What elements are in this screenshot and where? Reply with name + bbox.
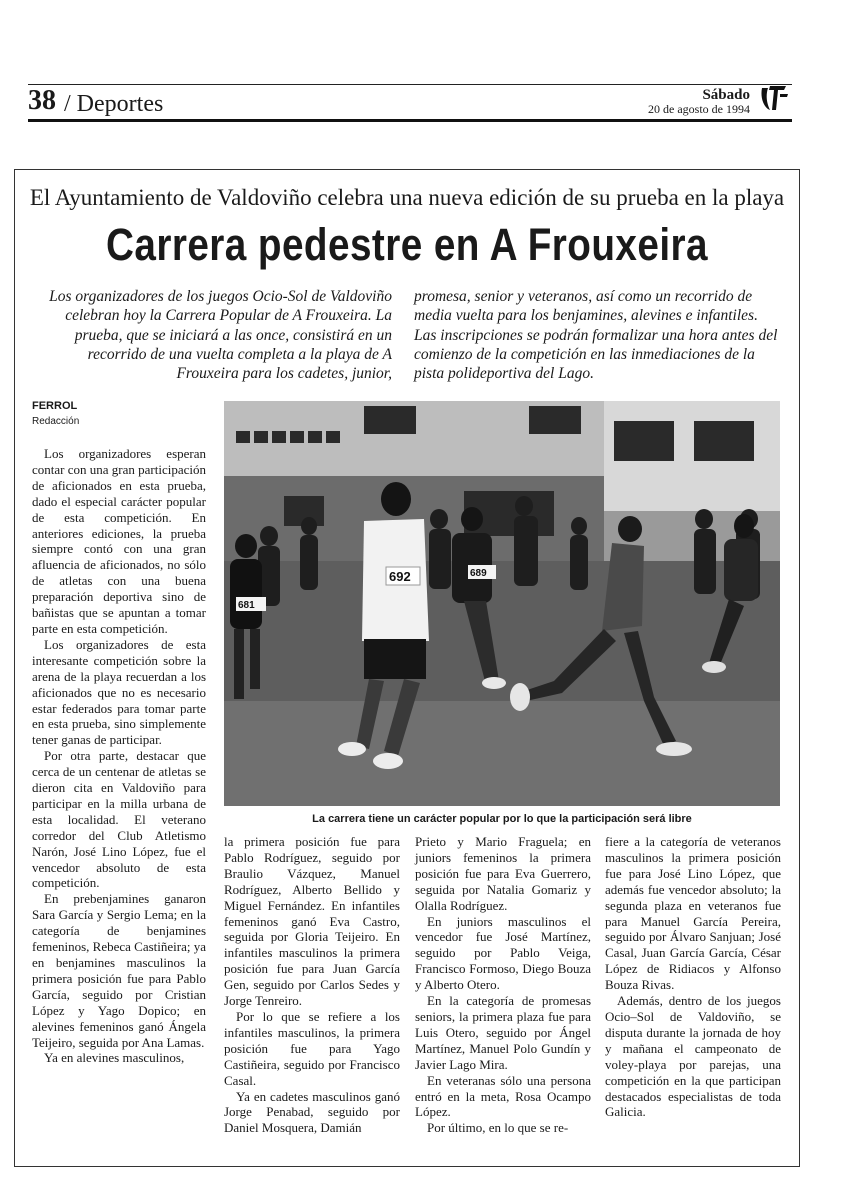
page-number: 38 [28,85,56,116]
paragraph: En la categoría de promesas seniors, la primera plaza fue para Luis Otero, seguido por Ángel Martínez, Manuel Polo Gundín y Javier Lago Mira. [415,993,591,1072]
newspaper-logo [756,80,792,116]
bib-number: 692 [389,569,411,584]
race-photo-image [224,401,780,806]
article-column-1 [32,446,206,1066]
paragraph: Ya en cadetes masculinos ganó Jorge Penabad, seguido por Daniel Mosquera, Damián [224,1088,400,1136]
section-name: / Deportes [64,91,164,117]
paragraph: Por lo que se refiere a los infantiles masculinos, la primera posición fue para Yago Castiñeira, seguido por Francisco Casal. [224,1008,400,1088]
paragraph: En veteranas sólo una persona entró en la meta, Rosa Ocampo López. [415,1072,591,1120]
paragraph: Prieto y Mario Fraguela; en juniors femeninos la primera posición fue para Eva Guerrero, seguida por Natalia Gomariz y Olalla Rodríguez. [415,834,591,913]
byline-role: Redacción [32,416,80,427]
publication-day: Sábado [702,87,750,103]
bib-number: 681 [238,600,255,611]
article-column-4 [605,834,781,1120]
paragraph: Los organizadores de esta interesante competición sobre la arena de la playa recuerdan a los aficionados que no es necesario estar federados para tomar parte en esta prueba, sino simplemente tener ganas de participar. [32,636,206,748]
masthead-bottom-rule [28,119,792,122]
article-column-3 [415,834,591,1136]
paragraph: Por otra parte, destacar que cerca de un centenar de atletas se dieron cita en Valdoviño para participar en la milla urbana de esta localidad. El veterano corredor del Club Atletismo Narón, José Lino López, fue el vencedor absoluto de esta competición. [32,748,206,891]
article-lead-left: Los organizadores de los juegos Ocio-Sol de Valdoviño celebran hoy la Carrera Popular de A Frouxeira. La prueba, que se iniciará a las once, consistirá en un recorrido de una vuelta completa a la playa de A Frouxeira para los cadetes, junior, [49,288,392,383]
byline-city: FERROL [32,400,78,412]
article-lead-right: promesa, senior y veteranos, así como un recorrido de media vuelta para los benjamines, alevines e infantiles. Las inscripciones se podrán formalizar una hora antes del comienzo de la competición en las inmediaciones de la pista polideportiva del Lago. [414,288,778,383]
race-photo [224,401,780,806]
bib-number: 689 [470,568,487,579]
paragraph: Por último, en lo que se re- [427,1120,569,1136]
photo-caption: La carrera tiene un carácter popular por lo que la participación será libre [312,813,692,825]
publication-date: 20 de agosto de 1994 [648,102,750,116]
paragraph: fiere a la categoría de veteranos masculinos la primera posición fue para José Lino López, que además fue vencedor absoluto; la segunda plaza en veteranos fue para Manuel García Pereira, seguido por Álvaro Sanjuan; José Casal, Juan García García, César López de Ridiacos y Alfonso Bouza Rivas. [605,834,781,993]
masthead-top-rule [28,84,792,85]
paragraph: Los organizadores esperan contar con una gran participación de aficionados en esta prueba, dado el especial carácter popular de esta competición. En anteriores ediciones, la prueba siempre contó con una gran afluencia de aficionados, no sólo de atletas con una buena preparación deportiva sino de bañistas que se apuntan a tomar parte en esta competición. [32,446,206,636]
paragraph: la primera posición fue para Pablo Rodríguez, seguido por Braulio Vázquez, Manuel Rodríguez, Alberto Bellido y Miguel Fernández. En infantiles femeninos ganó Eva Castro, seguida por Gloria Teijeiro. En infantiles masculinos la primera posición fue para Juan García Gen, seguido por Carlos Sedes y Jorge Tenreiro. [224,834,400,1009]
article-headline: Carrera pedestre en A Frouxeira [106,219,708,270]
paragraph: En prebenjamines ganaron Sara García y Sergio Lema; en la categoría de benjamines femeninos, Rebeca Castiñeira; ya en benjamines masculinos la primera posición fue para Pablo García, seguido por Cristian López y Yago Dopico; en alevines femeninos ganó Ángela Teijeiro, seguida por Ana Lamas. [32,891,206,1050]
article-column-2 [224,834,400,1136]
article-kicker: El Ayuntamiento de Valdoviño celebra una nueva edición de su prueba en la playa [29,185,785,210]
paragraph: Ya en alevines masculinos, [44,1050,185,1066]
paragraph: En juniors masculinos el vencedor fue José Martínez, seguido por Pablo Veiga, Francisco Formoso, Diego Bouza y Alberto Otero. [415,913,591,993]
paragraph: Además, dentro de los juegos Ocio–Sol de Valdoviño, se disputa durante la jornada de hoy y mañana el campeonato de voley-playa por parejas, una competición en la que participan destacados especialistas de toda Galicia. [605,993,781,1120]
